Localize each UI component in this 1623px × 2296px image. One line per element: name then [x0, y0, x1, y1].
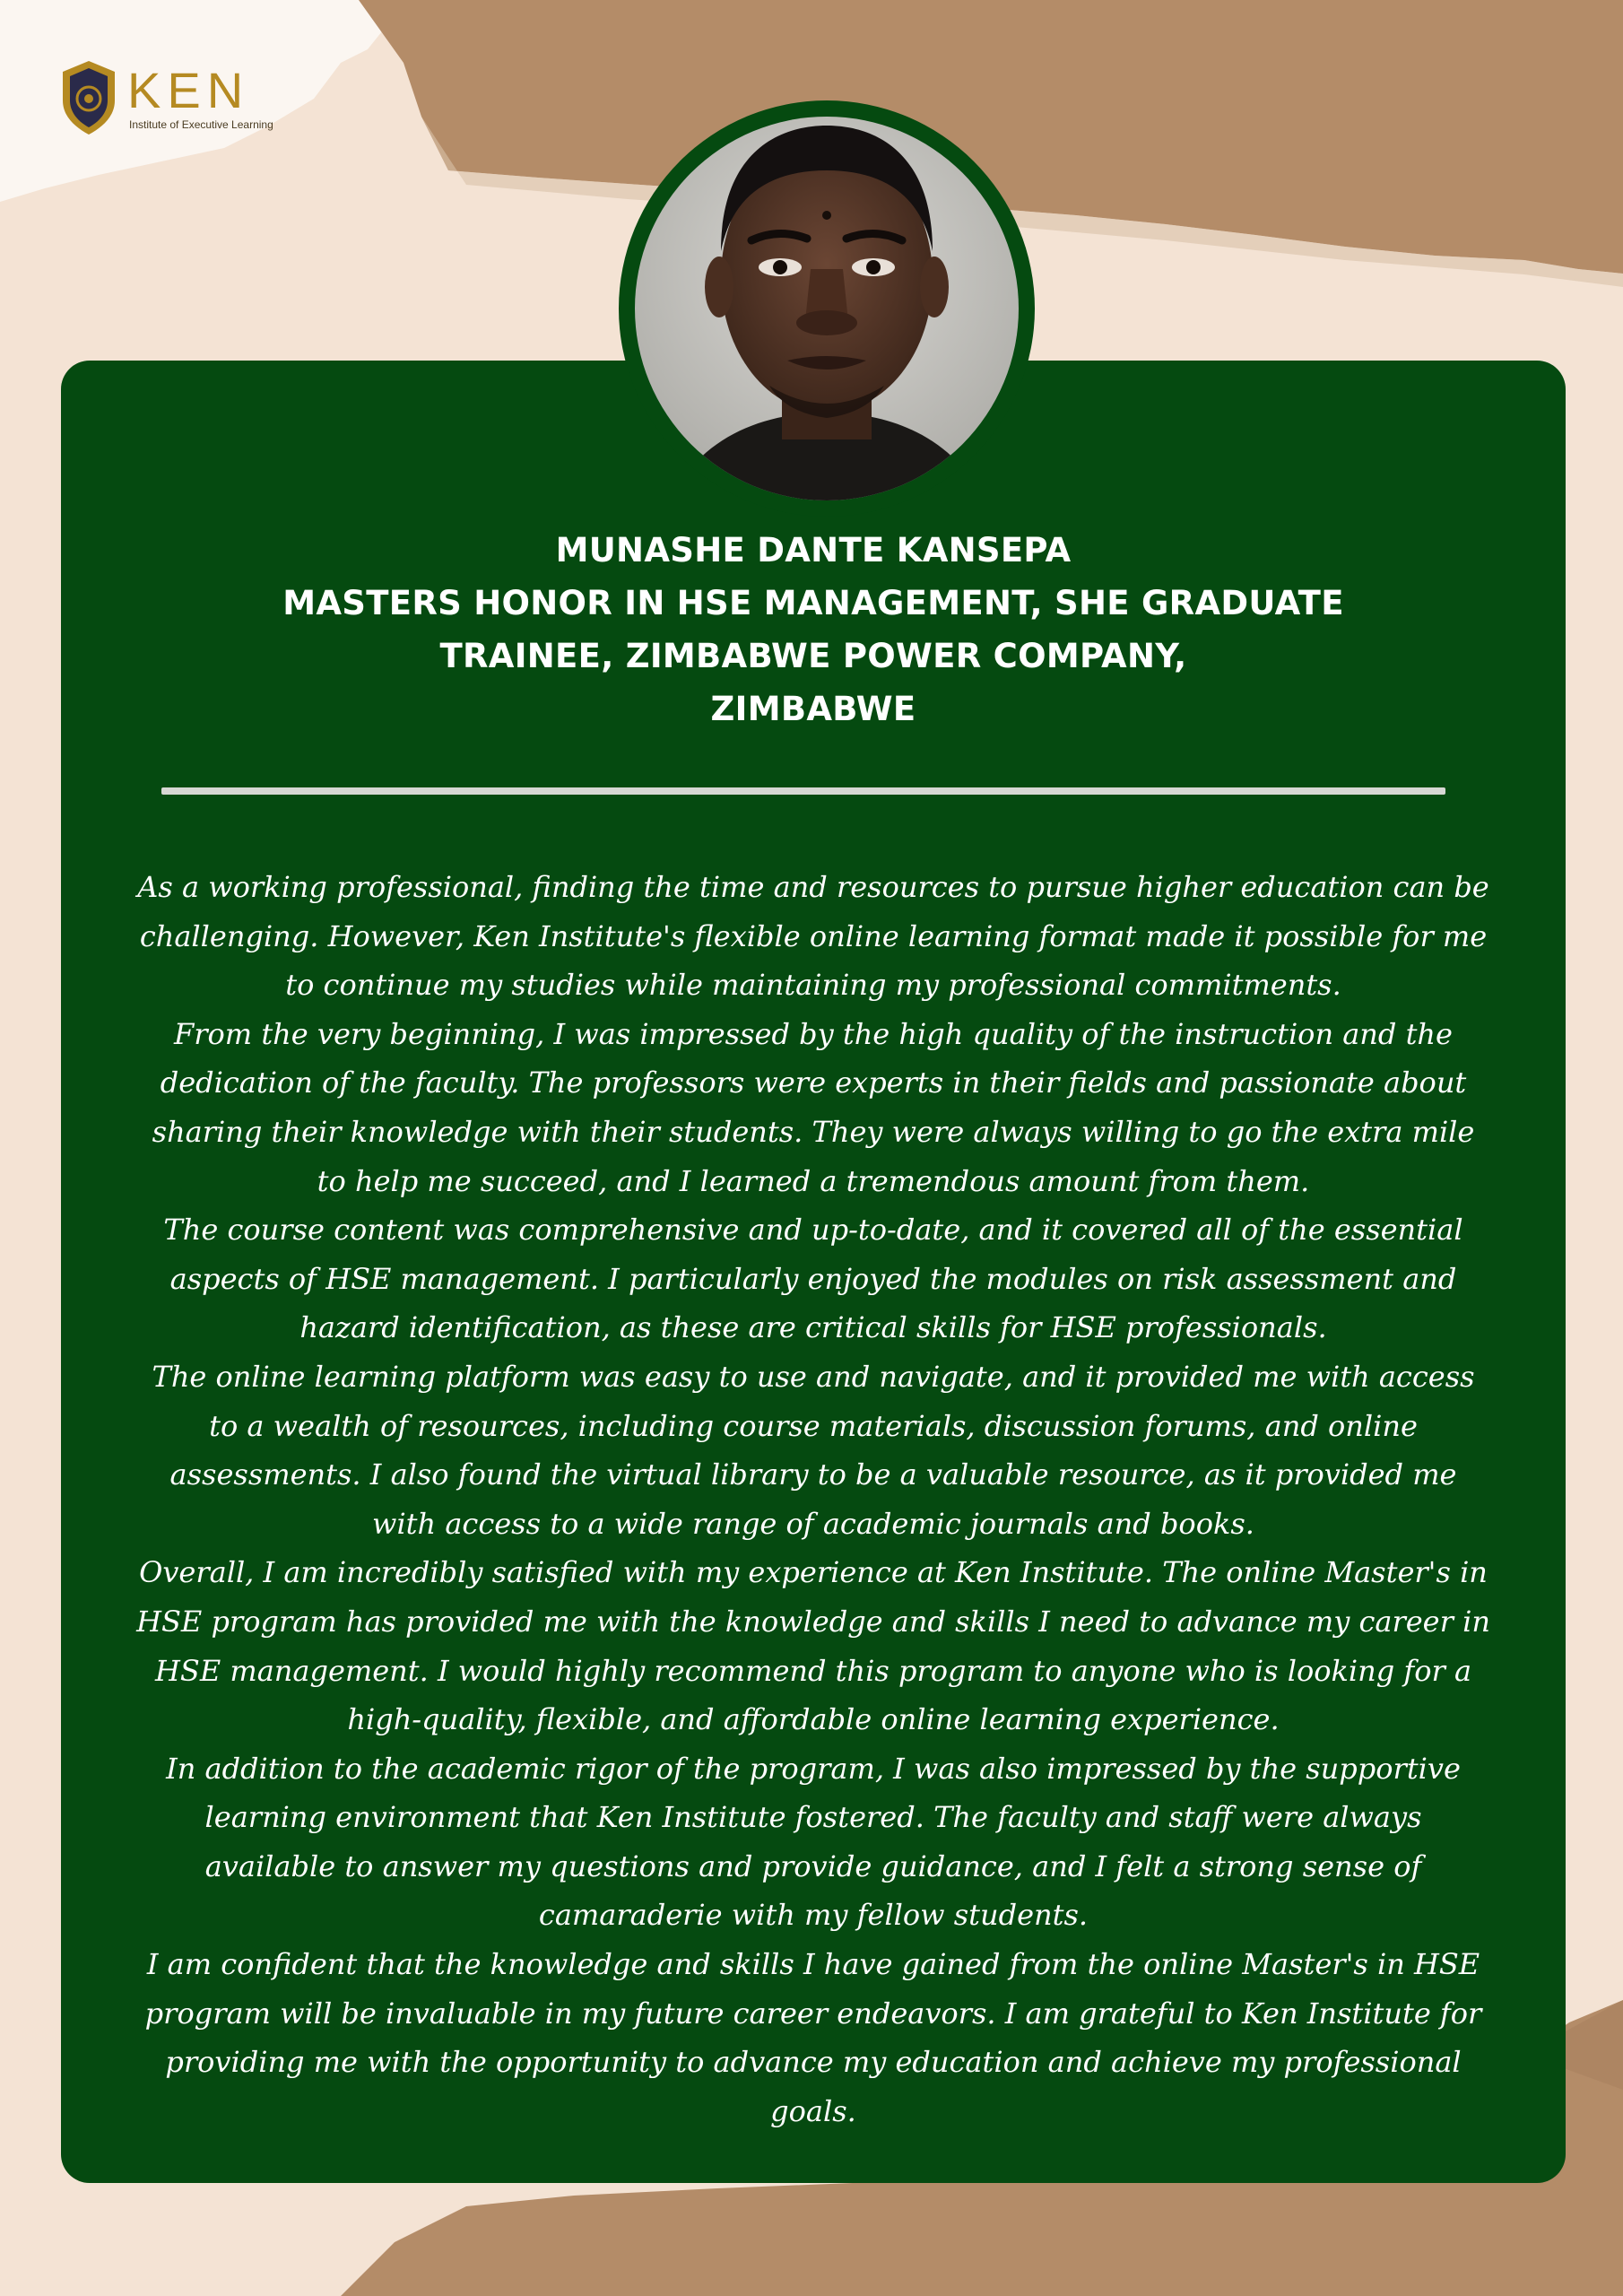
- text-line: with access to a wide range of academic journals and books.: [372, 1506, 1254, 1541]
- text-line: challenging. However, Ken Institute's flexible online learning format made it possible for me: [139, 918, 1488, 953]
- text-line: available to answer my questions and provide guidance, and I felt a strong sense of: [204, 1848, 1422, 1883]
- person-country: ZIMBABWE: [710, 690, 916, 728]
- text-line: to continue my studies while maintaining my professional commitments.: [285, 968, 1341, 1003]
- testimonial-body: [99, 863, 1528, 2135]
- divider: [161, 787, 1445, 795]
- testimonial-heading: [61, 524, 1566, 735]
- person-name: MUNASHE DANTE KANSEPA: [555, 531, 1072, 570]
- text-line: I am confident that the knowledge and skills I have gained from the online Master's in HSE: [146, 1947, 1480, 1982]
- text-line: aspects of HSE management. I particularly enjoyed the modules on risk assessment and: [169, 1261, 1457, 1296]
- text-line: sharing their knowledge with their students. They were always willing to go the extra mile: [152, 1114, 1475, 1149]
- text-line: As a working professional, finding the time and resources to pursue higher education can be: [137, 870, 1489, 904]
- text-line: hazard identification, as these are critical skills for HSE professionals.: [299, 1310, 1327, 1345]
- text-line: goals.: [770, 2093, 856, 2128]
- person-credentials-line: TRAINEE, ZIMBABWE POWER COMPANY,: [439, 637, 1187, 675]
- text-line: learning environment that Ken Institute fostered. The faculty and staff were always: [204, 1800, 1422, 1835]
- text-line: assessments. I also found the virtual library to be a valuable resource, as it provided me: [169, 1457, 1457, 1492]
- text-line: The course content was comprehensive and up-to-date, and it covered all of the essential: [163, 1213, 1463, 1248]
- person-credentials-line: MASTERS HONOR IN HSE MANAGEMENT, SHE GRADUATE: [282, 584, 1344, 622]
- logo-subtitle: Institute of Executive Learning: [129, 118, 273, 131]
- text-line: The online learning platform was easy to use and navigate, and it provided me with access: [152, 1359, 1475, 1394]
- text-line: to a wealth of resources, including course materials, discussion forums, and online: [209, 1408, 1418, 1443]
- text-line: From the very beginning, I was impressed by the high quality of the instruction and the: [174, 1016, 1453, 1051]
- text-line: program will be invaluable in my future career endeavors. I am grateful to Ken Institute for: [144, 1996, 1482, 2031]
- text-line: high-quality, flexible, and affordable online learning experience.: [347, 1702, 1280, 1737]
- logo-wordmark: KEN: [127, 62, 250, 118]
- ken-logo: [59, 59, 274, 140]
- text-line: providing me with the opportunity to advance my education and achieve my professional: [165, 2045, 1462, 2080]
- text-line: to help me succeed, and I learned a tremendous amount from them.: [317, 1163, 1310, 1198]
- text-line: Overall, I am incredibly satisfied with my experience at Ken Institute. The online Master's in: [139, 1555, 1488, 1590]
- portrait-photo: [635, 117, 1019, 500]
- text-line: camaraderie with my fellow students.: [538, 1898, 1089, 1933]
- portrait-frame: [619, 100, 1035, 517]
- text-line: HSE management. I would highly recommend this program to anyone who is looking for a: [154, 1653, 1472, 1688]
- text-line: In addition to the academic rigor of the program, I was also impressed by the supportive: [166, 1751, 1461, 1786]
- shield-crest-icon: [59, 59, 118, 136]
- text-line: dedication of the faculty. The professors were experts in their fields and passionate about: [160, 1065, 1467, 1100]
- text-line: HSE program has provided me with the knowledge and skills I need to advance my career in: [136, 1604, 1490, 1639]
